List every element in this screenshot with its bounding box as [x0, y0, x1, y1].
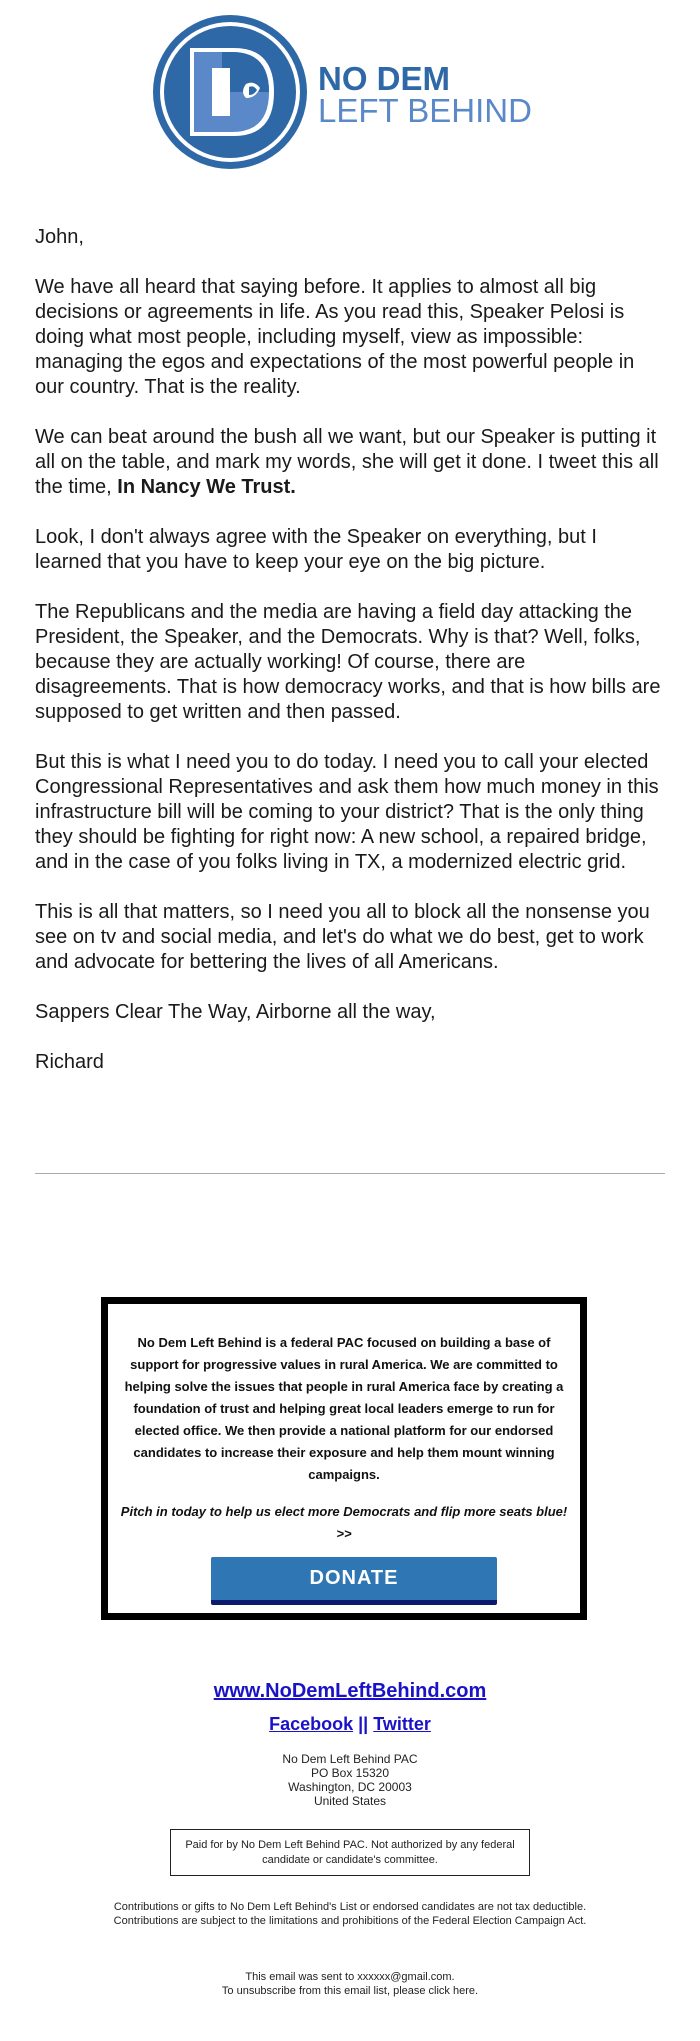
social-links — [0, 1714, 700, 1735]
logo[interactable] — [150, 12, 550, 172]
email-sent-notice — [0, 1970, 700, 1998]
paragraph-1: We have all heard that saying before. It applies to almost all big decisions or agreements in life. As you read this, Speaker Pelosi is doing what most people, including myself, view as impossible: managing the egos and expectations of the most powerful people in our country. That is the reality. — [35, 276, 635, 398]
paragraph-2-emphasis: In Nancy We Trust. — [117, 476, 296, 498]
address-po-box: PO Box 15320 — [310, 1766, 390, 1780]
logo-title-line2: LEFT BEHIND — [318, 92, 532, 129]
greeting: John, — [35, 226, 84, 248]
website-link-row — [0, 1680, 700, 1703]
twitter-link[interactable]: Twitter — [373, 1714, 431, 1734]
closing-line: Sappers Clear The Way, Airborne all the way, — [35, 1001, 436, 1023]
address-country: United States — [313, 1794, 387, 1808]
facebook-link[interactable]: Facebook — [269, 1714, 354, 1734]
paid-for-disclaimer: Paid for by No Dem Left Behind PAC. Not authorized by any federal candidate or candidate's committee. — [170, 1829, 530, 1876]
contributions-notice — [0, 1900, 700, 1928]
donate-button[interactable]: DONATE — [211, 1557, 497, 1605]
paragraph-3: Look, I don't always agree with the Speaker on everything, but I learned that you have to keep your eye on the big picture. — [35, 526, 597, 573]
pac-description: No Dem Left Behind is a federal PAC focused on building a base of support for progressive values in rural America. We are committed to helping solve the issues that people in rural America face by creating a foundation of trust and helping great local leaders emerge to run for elected office. We then provide a national platform for our endorsed candidates to increase their exposure and help them mount winning campaigns. — [124, 1335, 564, 1482]
contributions-line-1: Contributions or gifts to No Dem Left Behind's List or endorsed candidates are not tax deductible. — [113, 1901, 587, 1913]
divider — [35, 1173, 665, 1174]
paragraph-2 — [35, 425, 665, 500]
signature: Richard — [35, 1051, 104, 1073]
sent-to-line: This email was sent to xxxxxx@gmail.com. — [245, 1971, 455, 1983]
paragraph-2-text: We can beat around the bush all we want, but our Speaker is putting it all on the table, and mark my words, she will get it done. I tweet this all the time, — [35, 426, 659, 498]
paragraph-6: This is all that matters, so I need you all to block all the nonsense you see on tv and social media, and let's do what we do best, get to work and advocate for bettering the lives of all Americans. — [35, 901, 650, 973]
social-separator: || — [358, 1714, 369, 1734]
letter-body — [35, 225, 665, 1100]
mailing-address — [0, 1752, 700, 1808]
address-name: No Dem Left Behind PAC — [282, 1752, 418, 1766]
address-city: Washington, DC 20003 — [288, 1780, 412, 1794]
logo-d-emblem-icon — [150, 12, 310, 172]
contributions-line-2: Contributions are subject to the limitations and prohibitions of the Federal Election Campaign Act. — [113, 1915, 587, 1927]
pac-info-box — [101, 1297, 587, 1620]
logo-title-line1: NO DEM — [318, 60, 450, 97]
paragraph-5: But this is what I need you to do today. I need you to call your elected Congressional Representatives and ask them how much money in this infrastructure bill will be coming to your district? That is the only thing they should be fighting for right now: A new school, a repaired bridge, and in the case of you folks living in TX, a modernized electric grid. — [35, 751, 659, 873]
website-link[interactable]: www.NoDemLeftBehind.com — [213, 1680, 487, 1702]
paragraph-4: The Republicans and the media are having a field day attacking the President, the Speaker, and the Democrats. Why is that? Well, folks, because they are actually working! Of course, there are disagreements. That is how democracy works, and that is how bills are supposed to get written and then passed. — [35, 601, 661, 723]
pac-pitch-link[interactable]: Pitch in today to help us elect more Democrats and flip more seats blue! >> — [120, 1504, 568, 1541]
unsubscribe-link[interactable]: To unsubscribe from this email list, please click here. — [221, 1985, 479, 1997]
